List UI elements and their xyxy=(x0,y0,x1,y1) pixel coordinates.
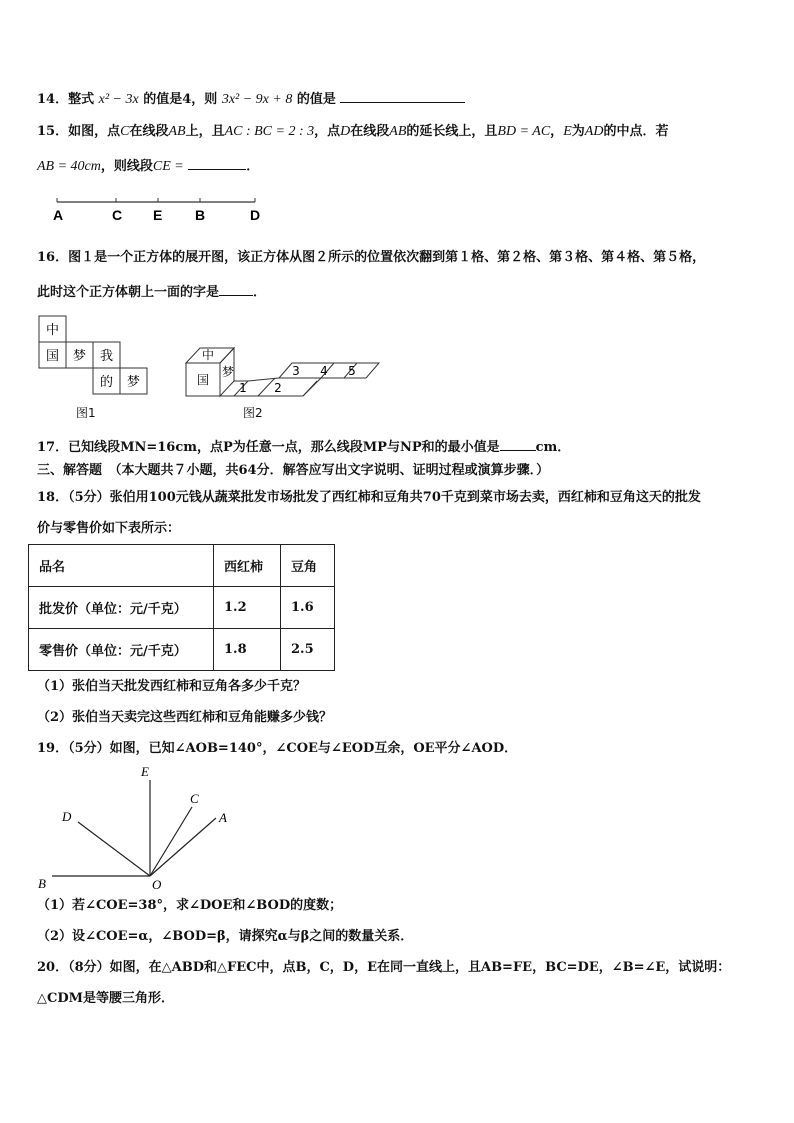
table-cell: 批发价（单位：元/千克） xyxy=(29,587,214,629)
section-3-heading: 三、解答题 （本大题共７小题，共64分．解答应写出文字说明、证明过程或演算步骤．） xyxy=(37,463,550,478)
q18-line2: 价与零售价如下表所示： xyxy=(37,521,181,536)
cube-top-face: 中 xyxy=(201,348,215,362)
point-D: D xyxy=(250,207,261,223)
q17-line: 17．已知线段MN=16cm，点P为任意一点，那么线段MP与NP和的最小值是 cm． xyxy=(37,440,571,455)
net-cell-5: 的 xyxy=(99,375,114,390)
q19-line1: 19．（5分）如图，已知∠AOB=140°，∠COE与∠EOD互余，OE平分∠AOD． xyxy=(37,741,518,756)
q17-answer-blank[interactable] xyxy=(500,438,536,451)
table-header-cell: 西红柿 xyxy=(214,545,281,587)
table-header-row xyxy=(29,545,335,587)
q15-segment-figure xyxy=(45,195,285,230)
net-cell-4: 我 xyxy=(99,349,114,364)
net-cell-6: 梦 xyxy=(126,375,141,390)
cube-front-face: 国 xyxy=(196,373,210,387)
table-row xyxy=(29,629,335,671)
fig1-caption: 图1 xyxy=(76,406,96,420)
q15-answer-blank[interactable] xyxy=(188,157,246,170)
q15-line1: 15．如图，点C在线段AB上，且AC : BC = 2 : 3，点D在线段AB的延长线上，且BD = AC，E为AD的中点．若 xyxy=(37,124,669,139)
q18-sub2: （2）张伯当天卖完这些西红柿和豆角能赚多少钱？ xyxy=(37,710,333,725)
price-table xyxy=(28,544,335,671)
cell-5: 5 xyxy=(348,364,356,378)
q14-expr1: x² − 3x xyxy=(98,92,139,107)
q19-sub1: （1）若∠COE=38°，求∠DOE和∠BOD的度数； xyxy=(37,898,343,913)
cube-side-face: 梦 xyxy=(221,365,235,379)
label-E: E xyxy=(141,764,149,779)
table-cell: 1.8 xyxy=(214,629,281,671)
point-A: A xyxy=(53,207,64,223)
cell-4: 4 xyxy=(320,364,328,378)
net-cell-1: 中 xyxy=(45,323,60,338)
net-cell-2: 国 xyxy=(45,349,60,364)
q16-cube-roll-fig2 xyxy=(183,343,383,400)
q19-sub2: （2）设∠COE=α，∠BOD=β，请探究α与β之间的数量关系． xyxy=(37,929,414,944)
table-cell: 1.2 xyxy=(214,587,281,629)
q18-line1: 18．（5分）张伯用100元钱从蔬菜批发市场批发了西红柿和豆角共70千克到菜市场去卖，西红柿和豆角这天的批发 xyxy=(37,490,701,505)
label-O: O xyxy=(152,877,162,892)
q19-angle-figure xyxy=(35,762,245,892)
point-E: E xyxy=(153,207,163,223)
label-B: B xyxy=(38,876,46,891)
label-A: A xyxy=(219,810,227,825)
q16-line1: 16．图１是一个正方体的展开图，该正方体从图２所示的位置依次翻到第１格、第２格、第３格、第４格、第５格， xyxy=(37,250,706,265)
cell-2: 2 xyxy=(274,381,282,395)
q14-suffix: 的值是 xyxy=(296,92,336,107)
table-cell: 1.6 xyxy=(281,587,335,629)
net-cell-3: 梦 xyxy=(72,349,87,364)
q16-answer-blank[interactable] xyxy=(219,283,253,296)
q16-line2: 此时这个正方体朝上一面的字是 ． xyxy=(37,285,267,300)
q14-answer-blank[interactable] xyxy=(340,90,465,103)
table-header-cell: 品名 xyxy=(29,545,214,587)
table-header-cell: 豆角 xyxy=(281,545,335,587)
point-B: B xyxy=(195,207,206,223)
label-C: C xyxy=(190,791,199,806)
q16-cube-net-fig1 xyxy=(38,315,153,400)
q14-line xyxy=(37,90,465,108)
q15-line2: AB = 40cm，则线段CE = ． xyxy=(37,159,260,174)
cell-3: 3 xyxy=(292,364,300,378)
table-row xyxy=(29,587,335,629)
point-C: C xyxy=(112,207,123,223)
cell-1: 1 xyxy=(239,381,247,395)
table-cell: 零售价（单位：元/千克） xyxy=(29,629,214,671)
q20-line1: 20．（8分）如图，在△ABD和△FEC中，点B，C，D，E在同一直线上，且AB=FE，BC=DE，∠B=∠E，试说明： xyxy=(37,960,731,975)
q14-mid: 的值是4，则 xyxy=(143,92,218,107)
q18-sub1: （1）张伯当天批发西红柿和豆角各多少千克？ xyxy=(37,679,307,694)
fig2-caption: 图2 xyxy=(243,406,263,420)
table-cell: 2.5 xyxy=(281,629,335,671)
label-D: D xyxy=(62,809,72,824)
q20-line2: △CDM是等腰三角形． xyxy=(37,991,175,1006)
q14-prefix: 14．整式 xyxy=(37,92,95,107)
q14-expr2: 3x² − 9x + 8 xyxy=(221,92,293,107)
